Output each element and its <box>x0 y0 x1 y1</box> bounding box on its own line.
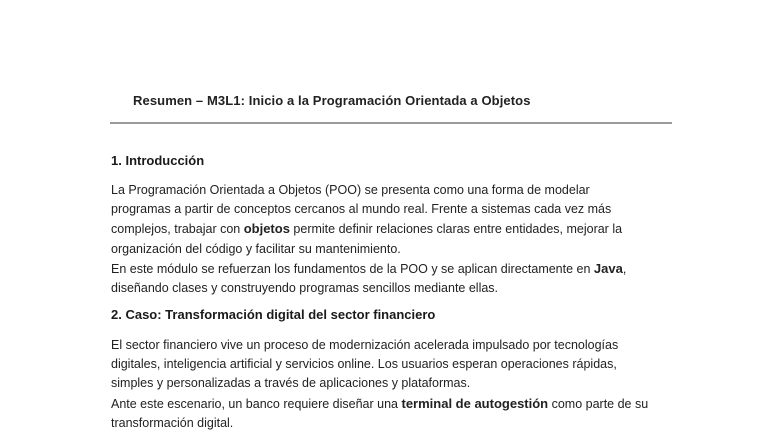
text-line: En este módulo se refuerzan los fundamentos de la POO y se aplican directamente en Java, <box>111 260 627 276</box>
text-line: simples y personalizadas a través de aplicaciones y plataformas. <box>111 376 471 391</box>
text-line: diseñando clases y construyendo programas sencillos mediante ellas. <box>111 281 499 296</box>
header-divider <box>110 122 672 124</box>
text-line: transformación digital. <box>111 415 234 430</box>
section-title-introduccion: 1. Introducción <box>111 153 205 168</box>
text-line: El sector financiero vive un proceso de modernización acelerada impulsado por tecnologías <box>111 338 619 352</box>
emphasis-java: Java <box>593 260 623 276</box>
text-line: La Programación Orientada a Objetos (POO) se presenta como una forma de modelar <box>111 183 590 197</box>
document-header-title: Resumen – M3L1: Inicio a la Programación Orientada a Objetos <box>133 93 531 108</box>
emphasis-terminal-autogestion: terminal de autogestión <box>401 395 549 411</box>
text-line: complejos, trabajar con objetos permite definir relaciones claras entre entidades, mejorar la <box>111 221 623 237</box>
text-line: Ante este escenario, un banco requiere diseñar una terminal de autogestión como parte de su <box>111 395 649 411</box>
text-line: digitales, inteligencia artificial y servicios online. Los usuarios esperan operaciones rápidas, <box>111 357 617 372</box>
emphasis-objetos: objetos <box>243 221 290 237</box>
text-line: programas a partir de conceptos cercanos al mundo real. Frente a sistemas cada vez más <box>111 202 612 217</box>
section-body-introduccion <box>111 181 676 298</box>
section-title-caso: 2. Caso: Transformación digital del sector financiero <box>111 307 436 322</box>
section-body-caso <box>111 336 676 433</box>
text-line: organización del código y facilitar su mantenimiento. <box>111 241 401 256</box>
